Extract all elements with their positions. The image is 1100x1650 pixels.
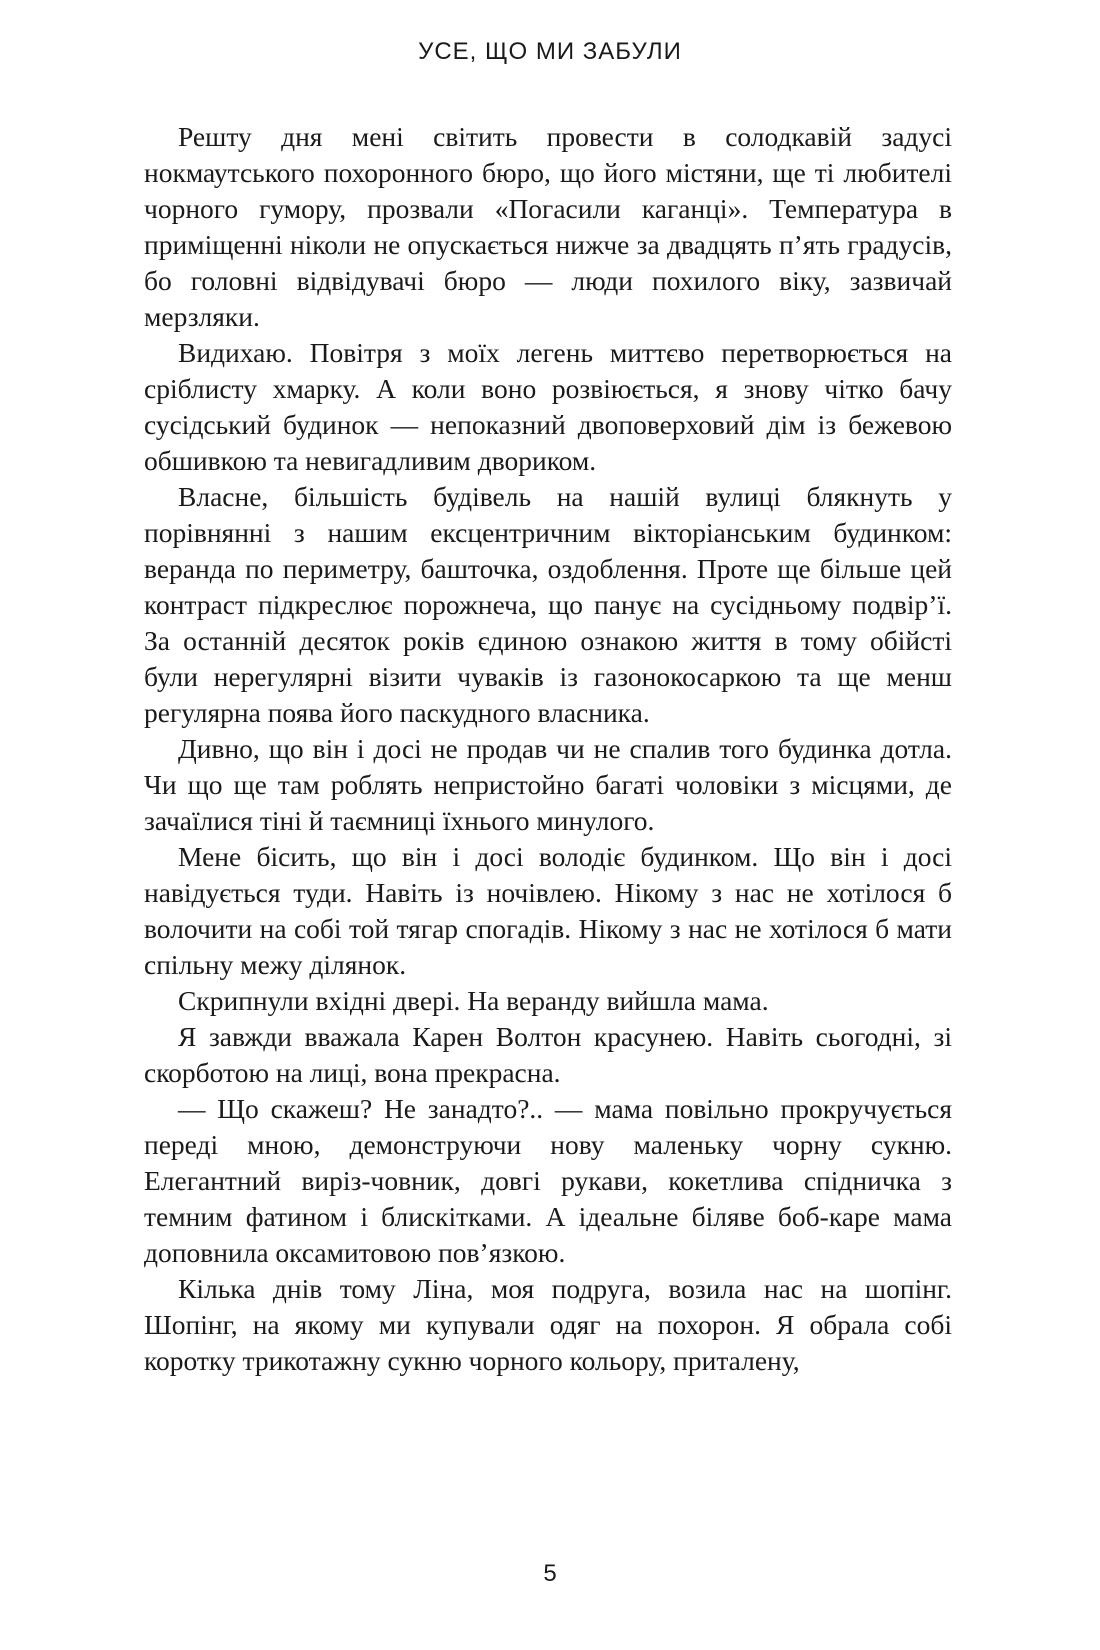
paragraph: Власне, більшість будівель на нашій вулиці блякнуть у порівнянні з нашим ексцентричним вікторіанським будинком: веранда по периметру, башточка, оздоблення. Проте ще більше цей контраст підкреслює порожнеча, що панує на сусідньому подвір’ї. За останній десяток років єдиною ознакою життя в тому обійсті були нерегулярні візити чуваків із газонокосаркою та ще менш регулярна поява його паскудного власника.: [144, 481, 952, 728]
paragraph: Видихаю. Повітря з моїх легень миттєво перетворюється на сріблисту хмарку. А коли воно розвіюється, я знову чітко бачу сусідський будинок — непоказний двоповерховий дім із бежевою обшивкою та невигадливим двориком.: [144, 337, 952, 476]
page-number: 5: [543, 1560, 557, 1587]
paragraph: Кілька днів тому Ліна, моя подруга, возила нас на шопінг. Шопінг, на якому ми купували одяг на похорон. Я обрала собі коротку трикотажну сукню чорного кольору, приталену,: [144, 1273, 952, 1376]
paragraph: Мене бісить, що він і досі володіє будинком. Що він і досі навідується туди. Навіть із ночівлею. Нікому з нас не хотілося б волочити на собі той тягар спогадів. Нікому з нас не хотілося б мати спільну межу ділянок.: [144, 841, 952, 980]
paragraph: Скрипнули вхідні двері. На веранду вийшла мама.: [178, 985, 769, 1016]
paragraph: Решту дня мені світить провести в солодкавій задусі нокмаутського похоронного бюро, що його містяни, ще ті любителі чорного гумору, прозвали «Погасили каганці». Температура в приміщенні ніколи не опускається нижче за двадцять п’ять градусів, бо головні відвідувачі бюро — люди похилого віку, зазвичай мерзляки.: [144, 121, 952, 332]
paragraph: Я завжди вважала Карен Волтон красунею. Навіть сьогодні, зі скорботою на лиці, вона прекрасна.: [144, 1021, 952, 1088]
paragraph: Дивно, що він і досі не продав чи не спалив того будинка дотла. Чи що ще там роблять непристойно багаті чоловіки з місцями, де зачаїлися тіні й таємниці їхнього минулого.: [144, 733, 952, 836]
running-header-title: УСЕ, ЩО МИ ЗАБУЛИ: [418, 38, 682, 65]
paragraph: — Що скажеш? Не занадто?.. — мама повільно прокручується переді мною, демонструючи нову маленьку чорну сукню. Елегантний виріз-човник, довгі рукави, кокетлива спідничка з темним фатином і блискітками. А ідеальне біляве боб-каре мама доповнила оксамитовою пов’язкою.: [144, 1093, 952, 1268]
body-text: [144, 119, 952, 1379]
